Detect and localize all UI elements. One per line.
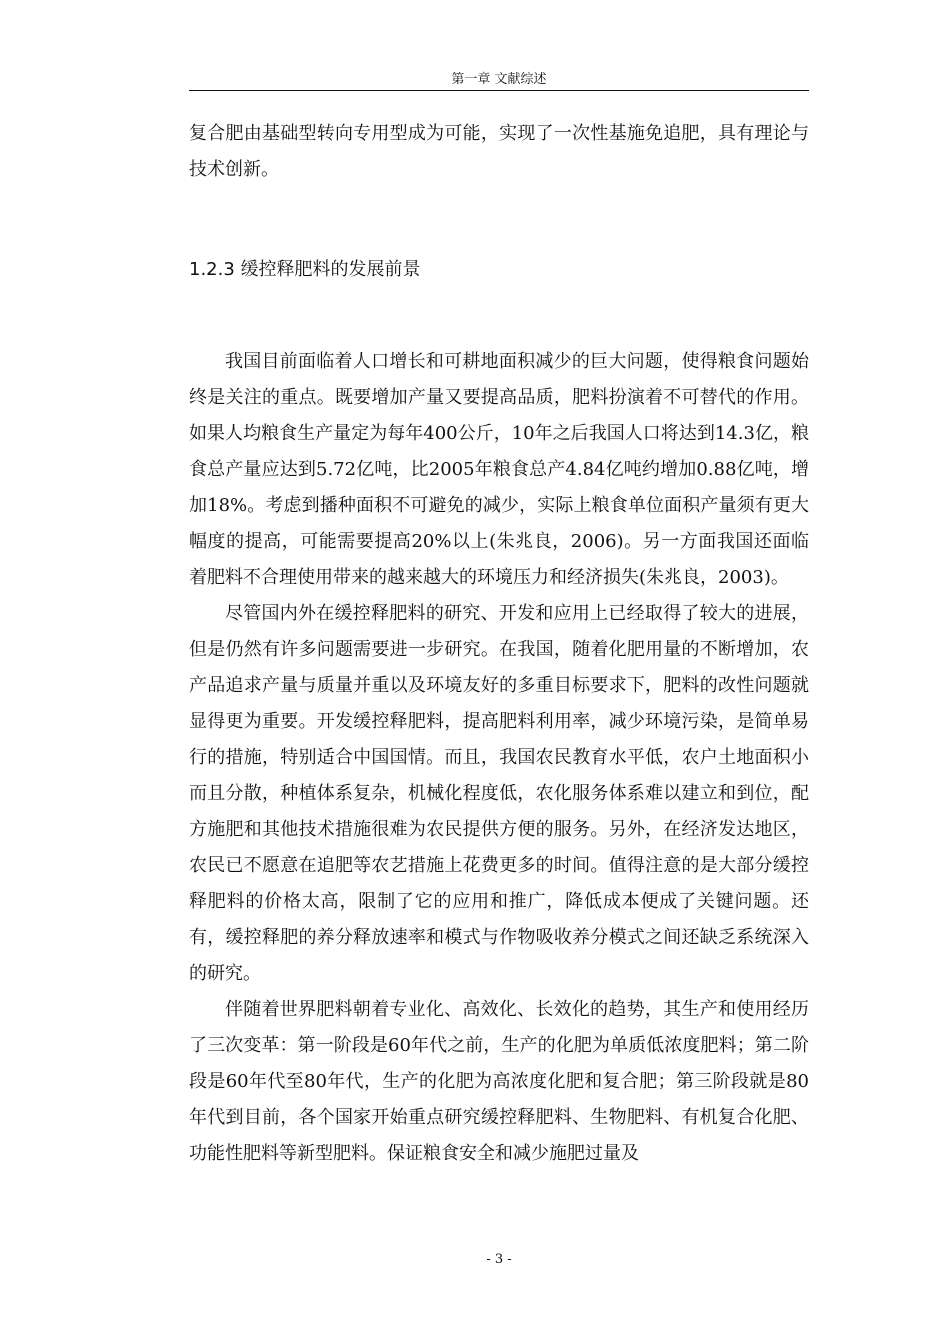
page-number: - 3 - [486,1252,512,1267]
header-divider [189,90,809,91]
body-paragraph-3: 伴随着世界肥料朝着专业化、高效化、长效化的趋势，其生产和使用经历了三次变革：第一阶段是60年代之前，生产的化肥为单质低浓度肥料；第二阶段是60年代至80年代，生产的化肥为高浓度化肥和复合肥；第三阶段就是80年代到目前，各个国家开始重点研究缓控释肥料、生物肥料、有机复合化肥、功能性肥料等新型肥料。保证粮食安全和减少施肥过量及 [189,999,809,1164]
running-header: 第一章 文献综述 [451,72,547,87]
page-body [189,116,809,1172]
body-paragraph-2: 尽管国内外在缓控释肥料的研究、开发和应用上已经取得了较大的进展，但是仍然有许多问题需要进一步研究。在我国，随着化肥用量的不断增加，农产品追求产量与质量并重以及环境友好的多重目标要求下，肥料的改性问题就显得更为重要。开发缓控释肥料，提高肥料利用率，减少环境污染，是简单易行的措施，特别适合中国国情。而且，我国农民教育水平低，农户土地面积小而且分散，种植体系复杂，机械化程度低，农化服务体系难以建立和到位，配方施肥和其他技术措施很难为农民提供方便的服务。另外，在经济发达地区，农民已不愿意在追肥等农艺措施上花费更多的时间。值得注意的是大部分缓控释肥料的价格太高，限制了它的应用和推广，降低成本便成了关键问题。还有，缓控释肥的养分释放速率和模式与作物吸收养分模式之间还缺乏系统深入的研究。 [189,603,809,984]
body-paragraph-1: 我国目前面临着人口增长和可耕地面积减少的巨大问题，使得粮食问题始终是关注的重点。既要增加产量又要提高品质，肥料扮演着不可替代的作用。如果人均粮食生产量定为每年400公斤，10年之后我国人口将达到14.3亿，粮食总产量应达到5.72亿吨，比2005年粮食总产4.84亿吨约增加0.88亿吨，增加18%。考虑到播种面积不可避免的减少，实际上粮食单位面积产量须有更大幅度的提高，可能需要提高20%以上(朱兆良，2006)。另一方面我国还面临着肥料不合理使用带来的越来越大的环境压力和经济损失(朱兆良，2003)。 [189,351,809,588]
section-heading: 1.2.3 缓控释肥料的发展前景 [189,259,421,280]
intro-paragraph: 复合肥由基础型转向专用型成为可能，实现了一次性基施免追肥，具有理论与技术创新。 [189,123,809,180]
